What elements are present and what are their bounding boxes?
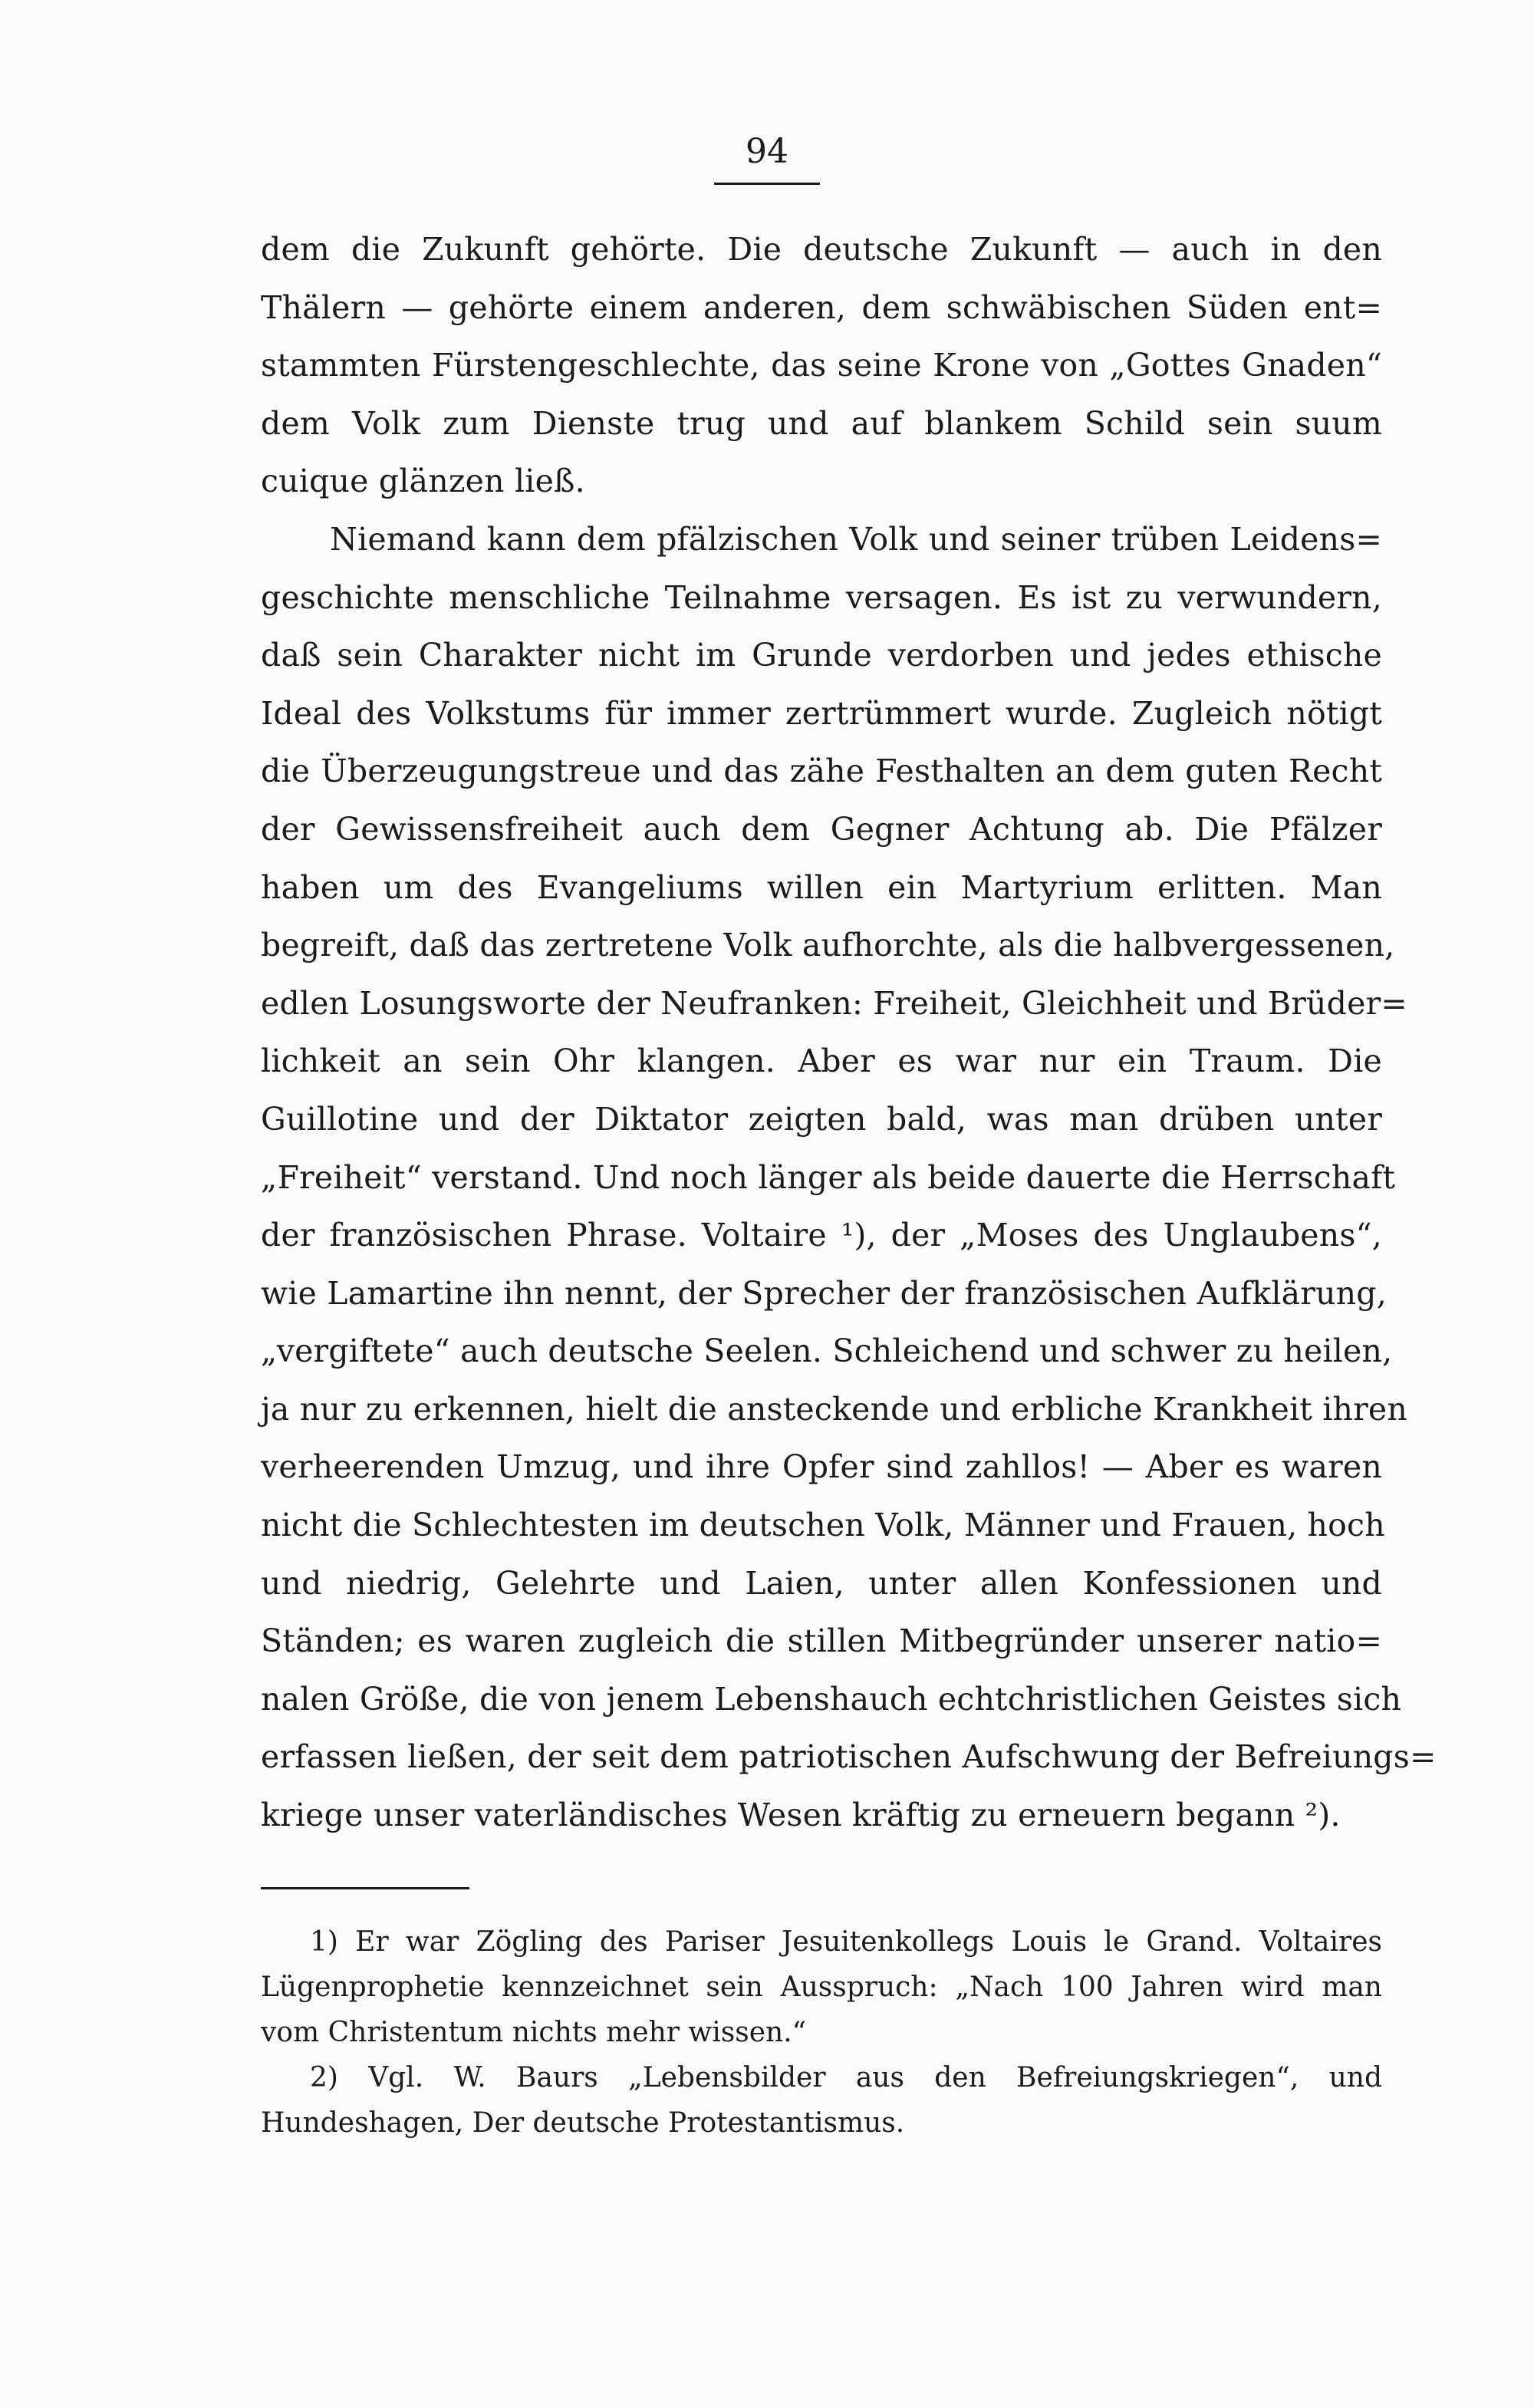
body-line: stammten Fürstengeschlechte, das seine Krone von „Gottes Gnaden“: [261, 347, 1382, 384]
body-line: nalen Größe, die von jenem Lebenshauch echtchristlichen Geistes sich: [261, 1680, 1402, 1718]
body-line: Niemand kann dem pfälzischen Volk und seiner trüben Leidens=: [330, 520, 1382, 558]
body-line: geschichte menschliche Teilnahme versagen. Es ist zu verwundern,: [261, 578, 1382, 616]
body-line: haben um des Evangeliums willen ein Martyrium erlitten. Man: [261, 868, 1382, 906]
body-line: der Gewissensfreiheit auch dem Gegner Achtung ab. Die Pfälzer: [261, 810, 1382, 848]
footnote-line: 2) Vgl. W. Baurs „Lebensbilder aus den Befreiungskriegen“, und: [310, 2062, 1382, 2093]
body-text: [261, 221, 1437, 1845]
body-line: nicht die Schlechtesten im deutschen Volk, Männer und Frauen, hoch: [261, 1507, 1385, 1544]
footnote-rule: [261, 1887, 469, 1889]
body-line: Ideal des Volkstums für immer zertrümmert wurde. Zugleich nötigt: [261, 694, 1382, 732]
footnote-line: 1) Er war Zögling des Pariser Jesuitenkollegs Louis le Grand. Voltaires: [310, 1926, 1382, 1958]
body-line: Guillotine und der Diktator zeigten bald, was man drüben unter: [261, 1100, 1382, 1138]
body-line: cuique glänzen ließ.: [261, 463, 585, 500]
body-line: begreift, daß das zertretene Volk aufhorchte, als die halbvergessenen,: [261, 927, 1395, 964]
footnote-line: Lügenprophetie kennzeichnet sein Ausspruch: „Nach 100 Jahren wird man: [261, 1972, 1382, 2003]
body-line: Ständen; es waren zugleich die stillen Mitbegründer unserer natio=: [261, 1622, 1382, 1660]
body-line: dem die Zukunft gehörte. Die deutsche Zukunft — auch in den: [261, 231, 1382, 268]
body-line: „Freiheit“ verstand. Und noch länger als beide dauerte die Herrschaft: [261, 1158, 1396, 1196]
body-line: „vergiftete“ auch deutsche Seelen. Schleichend und schwer zu heilen,: [261, 1332, 1393, 1370]
body-line: dem Volk zum Dienste trug und auf blankem Schild sein suum: [261, 404, 1382, 442]
body-line: die Überzeugungstreue und das zähe Festhalten an dem guten Recht: [261, 753, 1382, 790]
body-line: edlen Losungsworte der Neufranken: Freiheit, Gleichheit und Brüder=: [261, 984, 1407, 1022]
body-line: lichkeit an sein Ohr klangen. Aber es war nur ein Traum. Die: [261, 1043, 1382, 1080]
body-line: erfassen ließen, der seit dem patriotischen Aufschwung der Befreiungs=: [261, 1738, 1437, 1776]
body-line: Thälern — gehörte einem anderen, dem schwäbischen Süden ent=: [261, 288, 1382, 326]
header-rule: [714, 183, 820, 185]
body-line: der französischen Phrase. Voltaire ¹), der „Moses des Unglaubens“,: [261, 1217, 1382, 1254]
body-line: daß sein Charakter nicht im Grunde verdorben und jedes ethische: [261, 637, 1382, 674]
footnotes: [261, 1919, 1382, 2146]
body-line: verheerenden Umzug, und ihre Opfer sind zahllos! — Aber es waren: [261, 1448, 1382, 1486]
body-line: und niedrig, Gelehrte und Laien, unter allen Konfessionen und: [261, 1564, 1382, 1602]
body-line: ja nur zu erkennen, hielt die ansteckende und erbliche Krankheit ihren: [261, 1390, 1407, 1428]
footnote-line: Hundeshagen, Der deutsche Protestantismus.: [261, 2107, 905, 2139]
page-number: 94: [746, 132, 788, 171]
body-line: wie Lamartine ihn nennt, der Sprecher der französischen Aufklärung,: [261, 1274, 1387, 1312]
body-line: kriege unser vaterländisches Wesen kräftig zu erneuern begann ²).: [261, 1797, 1341, 1834]
footnote-line: vom Christentum nichts mehr wissen.“: [261, 2017, 807, 2048]
